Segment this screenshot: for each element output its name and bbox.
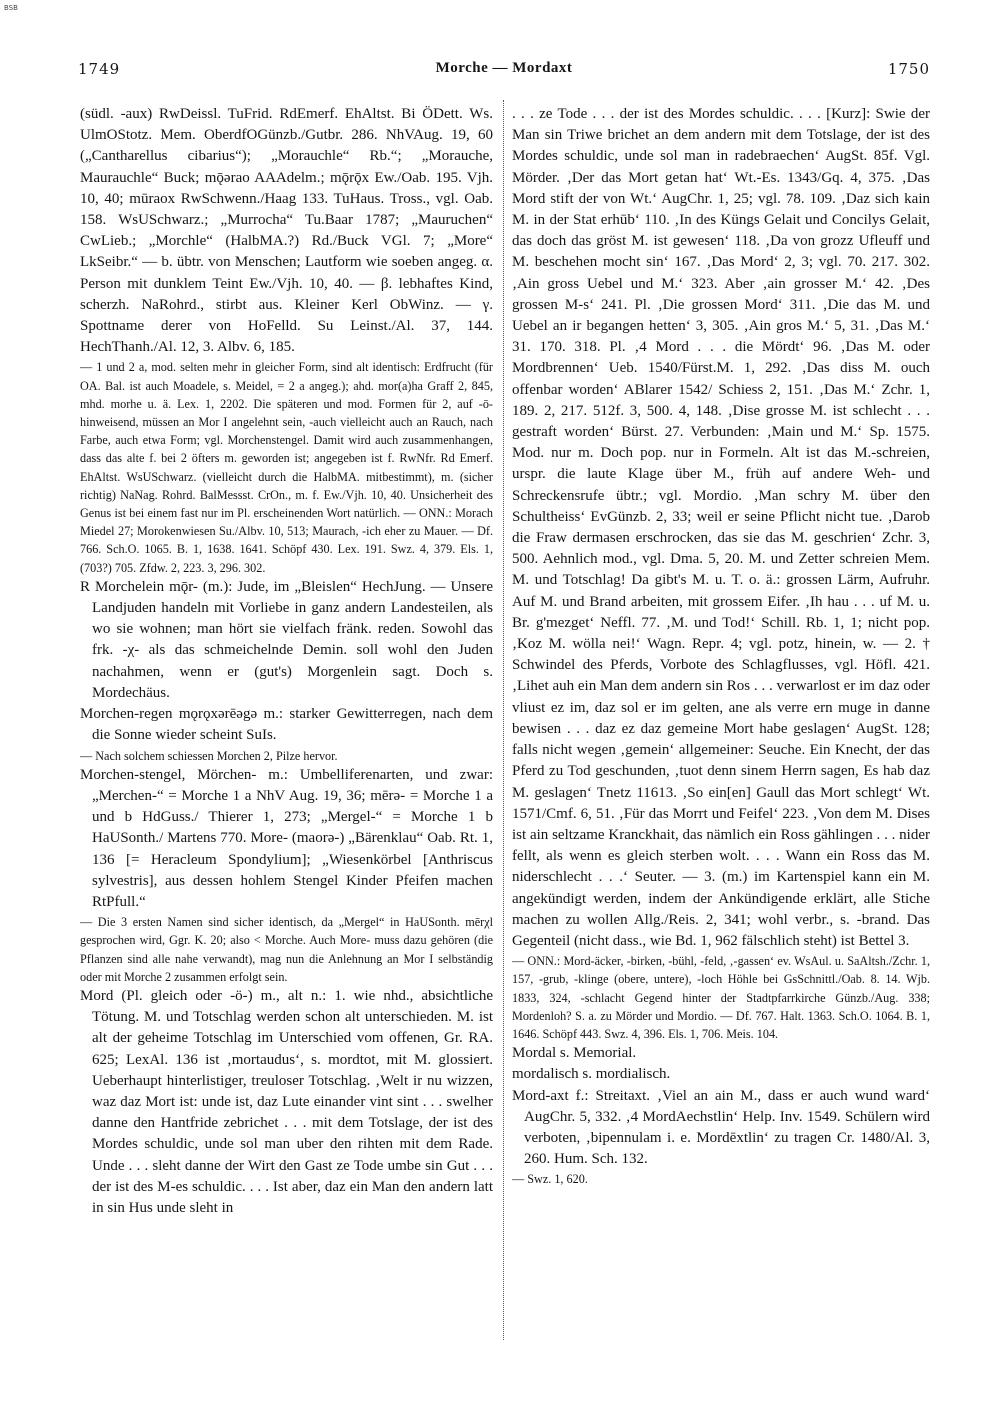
note-morchenregen: — Nach solchem schiessen Morchen 2, Pilze hervor.	[80, 748, 338, 763]
note-morchenstengel: — Die 3 ersten Namen sind sicher identisch, da „Mergel“ in HaUSonth. mērχl gesprochen wird, Ggr. K. 20; also < Morche. Auch More- muss dazu gehören (die Pflanzen sind alle nahe verwandt), mag nun die Anlehnung an Mor I selbständig oder mit Morche 2 zusammen erfolgt sein.	[80, 915, 493, 984]
entry-morchelein: R Morchelein mǭr- (m.): Jude, im „Bleislen“ HechJung. — Unsere Landjuden handeln mit Vorliebe in ganz andern Landesteilen, als wo sie wohnen; man hört sie vielfach fränk. reden. Sowohl das frk. -χ- als das schmeichelnde Demin. soll wohl den Juden nachahmen, wenn er (gut's) Morgenlein sagt. Doch s. Mordechäus.	[80, 578, 493, 701]
page-number-right: 1750	[887, 60, 930, 78]
entry-mordal: Mordal s. Memorial.	[512, 1045, 637, 1062]
place-names-note: — ONN.: Mord-äcker, -birken, -bühl, -feld, ‚-gassen‘ ev. WsAul. u. SaAltsh./Zchr. 1, 157, -grub, -klinge (obere, untere), -loch Höhle bei GsSchnittl./Oab. 8. 14. Wjb. 1833, 324, -schlacht Gegend hinter der Stadtpfarrkirche Günzb./Aug. 338; Mordenloh? S. a. zu Mörder und Mordio. — Df. 767. Halt. 1363. Sch.O. 1064. B. 1, 1646. Schöpf 443. Swz. 4, 396. Els. 1, 706. Meis. 104.	[512, 954, 930, 1041]
running-title: Morche — Mordaxt	[435, 60, 573, 76]
page-header	[78, 60, 930, 82]
library-stamp: BSB	[4, 4, 18, 12]
continuation-paragraph: (südl. -aux) RwDeissl. TuFrid. RdEmerf. EhAltst. Bi ÖDett. Ws. UlmOStotz. Mem. OberdfOGünzb./Gutbr. 286. NhVAug. 19, 60 („Cantharellus cibarius“); „Morauchle“ Rb.“; „Morauche, Maurauchle“ Buck; mǭərao AAAdelm.; mǭrǭx Ew./Oab. 195. Vjh. 10, 40; mūraox RwSchwenn./Haag 133. TuHaus. Tross., vgl. Oab. 158. WsUSchwarz.; „Murrocha“ Tu.Baar 1787; „Mauruchen“ CwLieb.; „Morchle“ (HalbMA.?) Rd./Buck VGl. 7; „More“ LkSeibr.“ — b. übtr. von Menschen; Lautform wie soeben angeg. α. Person mit dunklem Teint Ew./Vjh. 10, 40. — β. lebhaftes Kind, scherzh. NaRohrd., stirbt aus. Kleiner Kerl ObWinz. — γ. Spottname derer von HoFelld. Su Leinst./Al. 37, 144. HechThanh./Al. 12, 3. Albv. 6, 185.	[80, 106, 493, 356]
entry-mordaxt: Mord-axt f.: Streitaxt. ‚Viel an ain M., dass er auch wund ward‘ AugChr. 5, 332. ‚4 MordAechstlin‘ Help. Inv. 1549. Schülern wird verboten, ‚bipennulam i. e. Mordēxtlin‘ zu tragen Cr. 1480/Al. 3, 260. Hum. Sch. 132.	[512, 1087, 930, 1168]
etymology-note: — 1 und 2 a, mod. selten mehr in gleicher Form, sind alt identisch: Erdfrucht (für OA. Bal. ist auch Moadele, s. Meidel, = 2 a angeg.); ahd. mor(a)ha Graff 2, 845, mhd. morhe u. ä. Lex. 1, 2202. Die späteren und mod. Formen für 2, auf -ō- hinweisend, müssen an Mor I angelehnt sein, -auch vielleicht auch an Rauch, nach Farbe, auch etwa Form; vgl. Morchenstengel. Damit wird auch zusammenhangen, dass das alte f. bei 2 öfters m. geworden ist; angegeben ist f. RwNfr. Rd Emerf. EhAltst. WsUSchwarz. (vielleicht durch die HalbMA. mitbestimmt), m. (sicher richtig) NaNag. Rohrd. BalMessst. CrOn., m. f. Ew./Vjh. 10, 40. Unsicherheit des Genus ist bei einem fast nur im Pl. erscheinenden Wort natürlich. — ONN.: Morach Miedel 27; Morokenwiesen Su./Albv. 10, 513; Maurach, -ich eher zu Mauer. — Df. 766. Sch.O. 1065. B. 1, 1638. 1641. Schöpf 430. Lex. 191. Swz. 4, 379. Els. 1, (703?) 705. Zfdw. 2, 223. 3, 296. 302.	[80, 360, 493, 575]
left-column	[80, 104, 493, 1334]
entry-morchenregen: Morchen-regen mǫrǫxərēəgə m.: starker Gewitterregen, nach dem die Sonne wieder scheint SuIs.	[80, 706, 493, 744]
entry-mord: Mord (Pl. gleich oder -ö-) m., alt n.: 1. wie nhd., absichtliche Tötung. M. und Totschlag werden schon alt unterschieden. M. ist alt der geheime Totschlag im Unterschied vom offenen, Gr. RA. 625; LexAl. 136 ist ‚mortaudus‘, s. mordtot, mit M. glossiert. Ueberhaupt hinterlistiger, treuloser Totschlag. ‚Welt ir nu wizzen, waz daz Mort ist: unde ist, daz Lute einander vint sint . . . swelher danne den Hantfride zebrichet . . . mit dem Totslage, der ist des Mordes schuldic, unde sol man uber den rihten mit dem Rade. Unde . . . sleht danne der Wirt den Gast ze Tode umbe sin Gut . . . der ist des M-es schuldic. . . . Ist aber, daz ein Man den andern latt in sin Hus unde sleht in	[80, 987, 493, 1216]
entry-mord-continued: . . . ze Tode . . . der ist des Mordes schuldic. . . . [Kurz]: Swie der Man sin Triwe brichet an dem andern mit dem Totslage, der ist des Mordes schuldic, unde sol man in radebraechen‘ AugSt. 85f. Vgl. Mörder. ‚Der das Mort getan hat‘ Wt.-Es. 1343/Gq. 4, 375. ‚Das Mord stift der von Wt.‘ AugChr. 1, 25; vgl. 78. 109. ‚Daz sich kain M. in der Stat erhūb‘ 110. ‚In des Küngs Gelait und Concilys Gelait, das doch das gröst M. ist gewesen‘ 118. ‚Da von grozz Ufleuff und M. beschehen mocht sin‘ 167. ‚Das Mord‘ 2, 3; vgl. 70. 217. 302. ‚Ain gross Uebel und M.‘ 323. Aber ‚ain grosser M.‘ 42. ‚Des grossen M-s‘ 241. Pl. ‚Die grossen Mord‘ 311. ‚Die das M. und Uebel an ir begangen hetten‘ 3, 305. ‚Ain gros M.‘ 5, 31. ‚Das M.‘ 31. 170. 318. Pl. ‚4 Mord . . . die Mördt‘ 96. ‚Das M. oder Mordbrennen‘ Ueb. 1540/Fürst.M. 1, 292. ‚Das diss M. ouch offenbar worden‘ ABlarer 1542/ Schiess 2, 151. ‚Das M.‘ Zchr. 1, 189. 2, 217. 512f. 3, 500. 4, 148. ‚Dise grosse M. ist schlecht . . . gestraft worden‘ Bürst. 27. Verbunden: ‚Main und M.‘ Sp. 1575. Mod. nur m. Doch pop. nur in Formeln. Alt ist das M.-schreien, urspr. die laute Klage über M., früh auf andere Weh- und Schreckensrufe übtr.; vgl. Mordio. ‚Man schry M. über den Schultheiss‘ EvGünzb. 2, 33; weil er seine Pflicht nicht tue. ‚Darob die Fraw dermasen erschrocken, das sie das M. geschrien‘ Zchr. 3, 500. Aehnlich mod., vgl. Dma. 5, 20. M. und Zetter schreien Mem. M. und Totschlag! Da gibt's M. u. T. o. ä.: grossen Lärm, Aufruhr. Auf M. und Brand arbeiten, mit grossem Eifer. ‚Ih hau . . . uf M. u. Br. g'mezget‘ Neffl. 77. ‚M. und Tod!‘ Schill. Rb. 1, 1; nicht pop. ‚Koz M. wölla nei!‘ Wagn. Repr. 4; vgl. potz, hinein, w. — 2. † Schwindel des Pferds, Vorbote des Schlagflusses, vgl. Höfl. 421. ‚Lihet auh ein Man dem andern sin Ros . . . verwarlost er im daz oder vliust ez im, daz sol er im gelten, ane als verre ern muge in danne bewisen . . . daz ez daz gemeine Mort habe geslagen‘ AugSt. 128; falls nicht wegen ‚gemein‘ allgemeiner: Seuche. Ein Knecht, der das Pferd zu Tod geschunden, ‚tuot denn sinem Herrn sagen, Es hab daz M. geslagen‘ Tnetz 11613. ‚So ein[en] Gaull das Mort schlegt‘ Wt. 1571/Cmf. 6, 51. ‚Für das Morrt und Feifel‘ 223. ‚Von dem M. Dises ist ain seltzame Kranckhait, das nämlich ein Ross gählingen . . . nider fellt, als wenn es gleich sterben wolt. . . . Wann ein Ross das M. niderschlecht . . .‘ Seuter. — 3. (m.) im Kartenspiel kann ein M. angekündigt werden, indem der Ankündigende erklärt, alle Stiche machen zu wollen Allg./Reis. 2, 341; wohl verbr., s. -brand. Das Gegenteil (nicht dass., wie Bd. 1, 962 fälschlich steht) ist Bettel 3.	[512, 106, 930, 949]
entry-morchenstengel: Morchen-stengel, Mörchen- m.: Umbelliferenarten, und zwar: „Merchen-“ = Morche 1 a NhV Aug. 19, 36; mērə- = Morche 1 a und b HdGuss./ Thierer 1, 273; „Mergel-“ = Morche 1 b HaUSonth./ Martens 770. More- (maorə-) „Bärenklau“ Oab. Rt. 1, 136 [= Heracleum Spondylium]; „Wiesenkörbel [Anthriscus sylvestris], aus dessen hohlem Stengel Kinder Pfeifen machen RtPfull.“	[80, 766, 493, 910]
entry-mordalisch: mordalisch s. mordialisch.	[512, 1066, 671, 1083]
reference-note: — Swz. 1, 620.	[512, 1172, 588, 1187]
right-column	[512, 104, 930, 1334]
column-divider	[503, 100, 504, 1340]
page-number-left: 1749	[78, 60, 121, 78]
